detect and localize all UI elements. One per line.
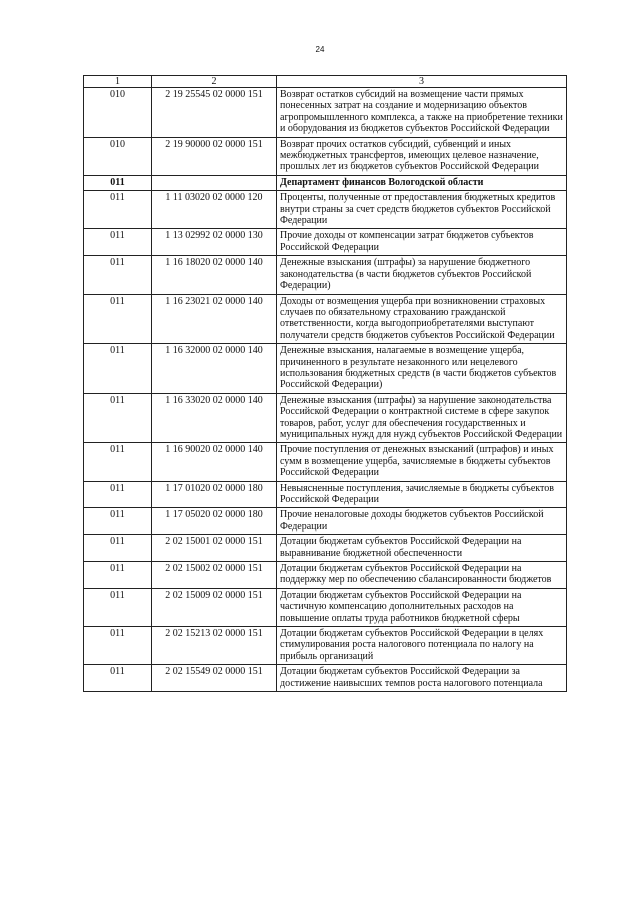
table-row bbox=[84, 443, 567, 481]
revenue-name-cell: Возврат прочих остатков субсидий, субвенций и иных межбюджетных трансфертов, имеющих целевое назначение, прошлых лет из бюджетов субъектов Российской Федерации bbox=[277, 137, 567, 175]
revenue-code-cell: 2 02 15009 02 0000 151 bbox=[152, 588, 277, 626]
revenue-name-cell: Дотации бюджетам субъектов Российской Федерации в целях стимулирования роста налогового потенциала по налогу на прибыль организаций bbox=[277, 627, 567, 665]
revenue-code-cell: 1 13 02992 02 0000 130 bbox=[152, 229, 277, 256]
admin-code-cell: 011 bbox=[84, 191, 152, 229]
revenue-name-cell: Денежные взыскания (штрафы) за нарушение бюджетного законодательства (в части бюджетов субъектов Российской Федерации) bbox=[277, 256, 567, 294]
page-number: 24 bbox=[315, 45, 325, 54]
revenue-code-cell: 2 02 15213 02 0000 151 bbox=[152, 627, 277, 665]
revenue-code-cell: 2 02 15549 02 0000 151 bbox=[152, 665, 277, 692]
revenue-code-cell: 1 16 32000 02 0000 140 bbox=[152, 344, 277, 394]
admin-code-cell: 011 bbox=[84, 481, 152, 508]
admin-code-cell: 011 bbox=[84, 393, 152, 443]
table-row bbox=[84, 88, 567, 138]
revenue-name-cell: Прочие доходы от компенсации затрат бюджетов субъектов Российской Федерации bbox=[277, 229, 567, 256]
revenue-name-cell: Дотации бюджетам субъектов Российской Федерации на выравнивание бюджетной обеспеченности bbox=[277, 535, 567, 562]
revenue-name-cell: Невыясненные поступления, зачисляемые в бюджеты субъектов Российской Федерации bbox=[277, 481, 567, 508]
revenue-name-cell: Дотации бюджетам субъектов Российской Федерации за достижение наивысших темпов роста налогового потенциала bbox=[277, 665, 567, 692]
revenue-code-cell: 2 19 90000 02 0000 151 bbox=[152, 137, 277, 175]
revenue-name-cell: Департамент финансов Вологодской области bbox=[277, 175, 567, 190]
admin-code-cell: 011 bbox=[84, 588, 152, 626]
column-header-2: 2 bbox=[152, 76, 277, 88]
table-row bbox=[84, 344, 567, 394]
table-row bbox=[84, 627, 567, 665]
table-row bbox=[84, 562, 567, 589]
revenue-name-cell: Проценты, полученные от предоставления бюджетных кредитов внутри страны за счет средств бюджетов субъектов Российской Федерации bbox=[277, 191, 567, 229]
revenue-code-cell: 2 02 15002 02 0000 151 bbox=[152, 562, 277, 589]
admin-code-cell: 010 bbox=[84, 137, 152, 175]
revenue-code-cell: 1 16 18020 02 0000 140 bbox=[152, 256, 277, 294]
column-header-3: 3 bbox=[277, 76, 567, 88]
table-row bbox=[84, 191, 567, 229]
revenue-code-cell: 2 19 25545 02 0000 151 bbox=[152, 88, 277, 138]
revenue-code-cell: 1 11 03020 02 0000 120 bbox=[152, 191, 277, 229]
table-row bbox=[84, 665, 567, 692]
table-row bbox=[84, 393, 567, 443]
admin-code-cell: 011 bbox=[84, 229, 152, 256]
revenue-name-cell: Денежные взыскания (штрафы) за нарушение законодательства Российской Федерации о контрактной системе в сфере закупок товаров, работ, услуг для обеспечения государственных и муниципальных нужд для нужд субъектов Российской Федерации bbox=[277, 393, 567, 443]
table-header-row bbox=[84, 76, 567, 88]
budget-revenue-table bbox=[83, 75, 567, 692]
revenue-code-cell: 1 16 90020 02 0000 140 bbox=[152, 443, 277, 481]
table-row bbox=[84, 137, 567, 175]
revenue-code-cell: 1 17 01020 02 0000 180 bbox=[152, 481, 277, 508]
revenue-name-cell: Возврат остатков субсидий на возмещение части прямых понесенных затрат на создание и модернизацию объектов агропромышленного комплекса, а также на приобретение техники и оборудования из бюджетов субъектов Российской Федерации bbox=[277, 88, 567, 138]
table-row bbox=[84, 229, 567, 256]
revenue-code-cell: 1 16 23021 02 0000 140 bbox=[152, 294, 277, 344]
revenue-code-cell: 2 02 15001 02 0000 151 bbox=[152, 535, 277, 562]
admin-code-cell: 011 bbox=[84, 627, 152, 665]
admin-code-cell: 011 bbox=[84, 535, 152, 562]
admin-code-cell: 011 bbox=[84, 443, 152, 481]
column-header-1: 1 bbox=[84, 76, 152, 88]
table-body bbox=[84, 88, 567, 692]
admin-code-cell: 011 bbox=[84, 294, 152, 344]
admin-code-cell: 011 bbox=[84, 562, 152, 589]
table-row bbox=[84, 535, 567, 562]
revenue-name-cell: Прочие неналоговые доходы бюджетов субъектов Российской Федерации bbox=[277, 508, 567, 535]
admin-code-cell: 011 bbox=[84, 508, 152, 535]
admin-code-cell: 011 bbox=[84, 665, 152, 692]
table-row bbox=[84, 256, 567, 294]
table-row bbox=[84, 508, 567, 535]
revenue-code-cell: 1 16 33020 02 0000 140 bbox=[152, 393, 277, 443]
table-row bbox=[84, 294, 567, 344]
table-row bbox=[84, 588, 567, 626]
table-row bbox=[84, 481, 567, 508]
admin-code-cell: 011 bbox=[84, 256, 152, 294]
revenue-name-cell: Денежные взыскания, налагаемые в возмещение ущерба, причиненного в результате незаконного или нецелевого использования бюджетных средств (в части бюджетов субъектов Российской Федерации) bbox=[277, 344, 567, 394]
admin-code-cell: 011 bbox=[84, 175, 152, 190]
revenue-name-cell: Прочие поступления от денежных взысканий (штрафов) и иных сумм в возмещение ущерба, зачисляемые в бюджеты субъектов Российской Федерации bbox=[277, 443, 567, 481]
revenue-name-cell: Доходы от возмещения ущерба при возникновении страховых случаев по обязательному страхованию гражданской ответственности, когда выгодоприобретателями выступают получатели средств бюджетов субъектов Российской Федерации bbox=[277, 294, 567, 344]
revenue-name-cell: Дотации бюджетам субъектов Российской Федерации на частичную компенсацию дополнительных расходов на повышение оплаты труда работников бюджетной сферы bbox=[277, 588, 567, 626]
table-section-row bbox=[84, 175, 567, 190]
admin-code-cell: 011 bbox=[84, 344, 152, 394]
revenue-code-cell bbox=[152, 175, 277, 190]
revenue-name-cell: Дотации бюджетам субъектов Российской Федерации на поддержку мер по обеспечению сбалансированности бюджетов bbox=[277, 562, 567, 589]
admin-code-cell: 010 bbox=[84, 88, 152, 138]
revenue-code-cell: 1 17 05020 02 0000 180 bbox=[152, 508, 277, 535]
